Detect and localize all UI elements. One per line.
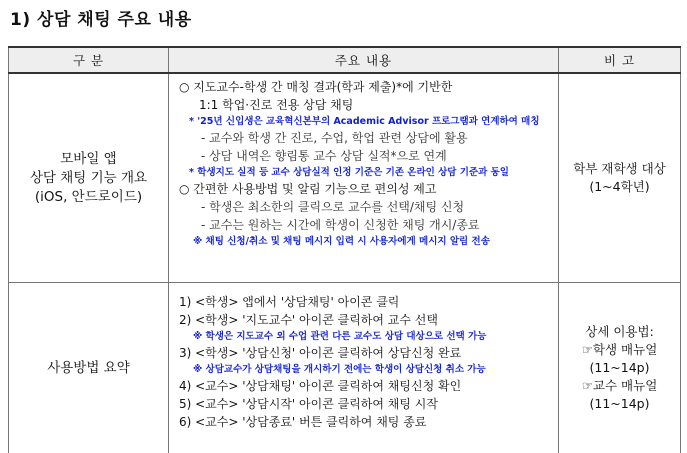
content-subitem: - 교수와 학생 간 진로, 수업, 학업 관련 상담에 활용 <box>179 129 550 147</box>
header-category: 구 분 <box>9 47 169 73</box>
remark-line: (11~14p) <box>559 359 680 377</box>
content-subitem: - 학생은 최소한의 클릭으로 교수를 선택/채팅 신청 <box>179 198 550 216</box>
remark-line: (11~14p) <box>559 395 680 413</box>
step-item: 6) <교수> '상담종료' 버튼 클릭하여 채팅 종료 <box>179 413 550 431</box>
table-row-usage <box>9 283 681 453</box>
category-line: (iOS, 안드로이드) <box>9 188 168 207</box>
usage-remark <box>559 283 681 453</box>
usage-content <box>169 283 559 453</box>
step-item: 3) <학생> '상담신청' 아이콘 클릭하여 상담신청 완료 <box>179 344 550 362</box>
step-item: 2) <학생> '지도교수' 아이콘 클릭하여 교수 선택 <box>179 311 550 329</box>
notice: ※ 채팅 신청/취소 및 채팅 메시지 입력 시 사용자에게 메시지 알림 전송 <box>179 234 550 249</box>
remark-line: 상세 이용법: <box>559 323 680 341</box>
usage-category: 사용방법 요약 <box>9 283 169 453</box>
remark-line: 학부 재학생 대상 <box>559 160 680 178</box>
footnote: * 학생지도 실적 등 교수 상담실적 인정 기준은 기존 온라인 상담 기준과 동일 <box>179 165 550 180</box>
content-bullet: ○ 간편한 사용방법 및 알림 기능으로 편의성 제고 <box>179 180 550 198</box>
footnote: * '25년 신입생은 교육혁신본부의 Academic Advisor 프로그램과 연계하여 매칭 <box>179 114 550 129</box>
manual-link-student: ☞학생 매뉴얼 <box>559 341 680 359</box>
overview-content <box>169 73 559 283</box>
section-title: 1) 상담 채팅 주요 내용 <box>10 5 192 30</box>
content-subitem: - 교수는 원하는 시간에 학생이 신청한 채팅 개시/종료 <box>179 216 550 234</box>
header-remark: 비 고 <box>559 47 681 73</box>
notice: ※ 상담교수가 상담채팅을 개시하기 전에는 학생이 상담신청 취소 가능 <box>179 362 550 377</box>
category-line: 상담 채팅 기능 개요 <box>9 169 168 188</box>
header-content: 주요 내용 <box>169 47 559 73</box>
step-item: 1) <학생> 앱에서 '상담채팅' 아이콘 클릭 <box>179 293 550 311</box>
category-line: 모바일 앱 <box>9 150 168 169</box>
notice: ※ 학생은 지도교수 외 수업 관련 다른 교수도 상담 대상으로 선택 가능 <box>179 329 550 344</box>
manual-link-professor: ☞교수 매뉴얼 <box>559 377 680 395</box>
overview-category <box>9 73 169 283</box>
table-row-overview <box>9 73 681 283</box>
content-bullet: ○ 지도교수-학생 간 매칭 결과(학과 제출)*에 기반한 <box>179 78 550 96</box>
step-item: 5) <교수> '상담시작' 아이콘 클릭하여 채팅 시작 <box>179 395 550 413</box>
step-item: 4) <교수> '상담채팅' 아이콘 클릭하여 채팅신청 확인 <box>179 377 550 395</box>
table-header-row <box>9 47 681 73</box>
content-subitem: - 상담 내역은 향림통 교수 상담 실적*으로 연계 <box>179 147 550 165</box>
overview-remark <box>559 73 681 283</box>
content-line: 1:1 학업·진로 전용 상담 채팅 <box>179 96 550 114</box>
remark-line: (1~4학년) <box>559 178 680 196</box>
content-table <box>8 46 681 453</box>
